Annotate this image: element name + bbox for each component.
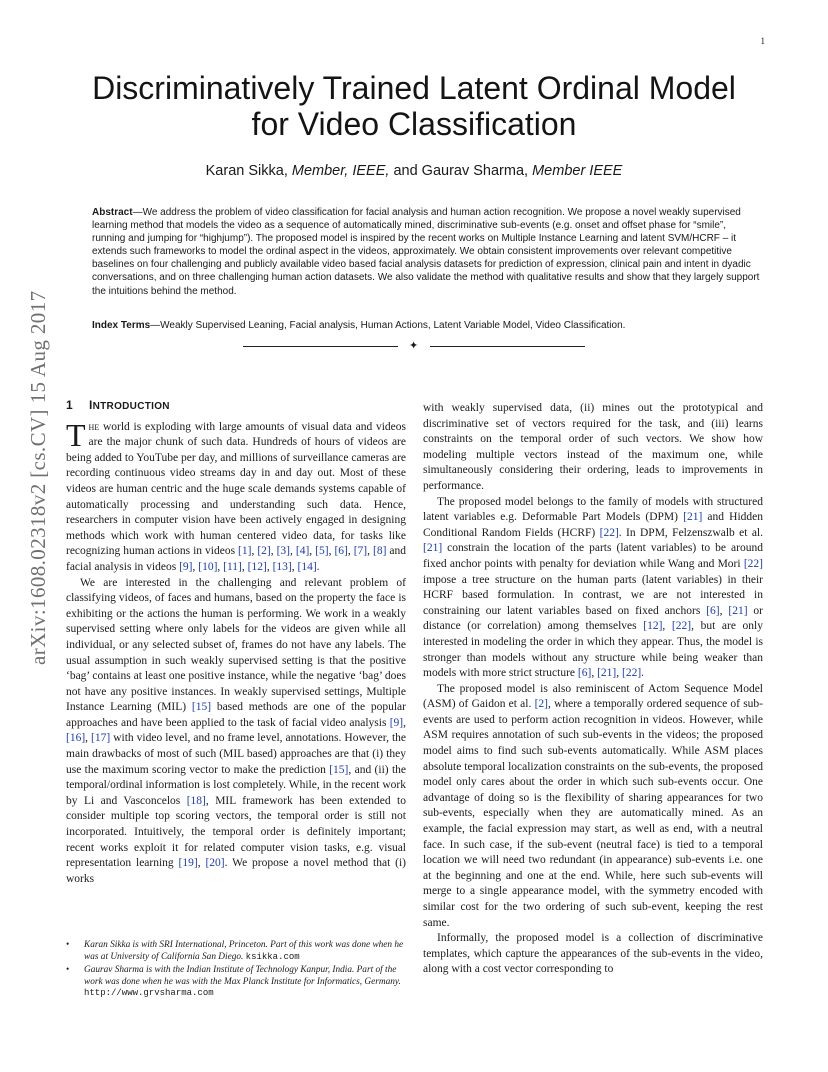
author-list	[60, 163, 768, 179]
text-run: , and (ii) the temporal/ordinal information is lost completely. While, in the recent work by Li and Vasconcelos	[66, 763, 406, 807]
paragraph	[423, 401, 763, 495]
paragraph	[423, 931, 763, 978]
citation-link[interactable]: [19]	[178, 857, 198, 870]
title-line-2: for Video Classification	[251, 106, 577, 142]
citation-link[interactable]: [3]	[276, 545, 291, 558]
divider-line-left	[243, 346, 398, 347]
citation-link[interactable]: [22]	[622, 667, 642, 680]
paragraph: We are interested in the challenging and relevant problem of classifying videos, of faces and humans, based on the property the face is exhibiting or the actions the human is performing. We work in a weakly supervised setting where only labels for the videos are given while all individual, or any selected subset of, frames do not have any labels. The usual assumption in such weakly supervised setting is that the positive ‘bag’ contains at least one positive instance, while the negative ‘bag’ does not have any positive instances. In weakly supervised settings, Multiple Instance Learning (MIL) [15] based methods are one of the popular approaches and have been applied to the task of facial video analysis [9], [16], [17] with video level, and no frame level, annotations. However, the main drawbacks of most of such (MIL based) approaches are that (i) they use the maximum scoring vector to make the prediction [15], and (ii) the temporal/ordinal information is lost completely. While, in the recent work by Li and Vasconcelos [18], MIL framework has been extended to consider multiple top scoring vectors, the temporal order is still not incorporated. Intuitively, the temporal order is definitely important; recent works exploit it for related computer vision tasks, e.g. visual representation learning [19], [20]. We propose a novel method that (i) works	[66, 576, 406, 885]
section-title-rest: NTRODUCTION	[92, 401, 170, 412]
text-run: with video level, and no frame level, annotations. However, the main drawbacks of most of such (MIL based) approaches are that (i) they use the maximum scoring vector to make the prediction	[66, 732, 406, 776]
text-run: The proposed model is also reminiscent of Actom Sequence Model (ASM) of Gaidon et al.	[423, 682, 763, 711]
citation-link[interactable]: [10]	[198, 560, 218, 573]
citation-link[interactable]: [12]	[643, 620, 663, 633]
section-divider	[243, 340, 585, 352]
citation-link[interactable]: [6]	[706, 604, 720, 617]
text-run: . We propose a novel method that (i) works	[66, 857, 406, 885]
abstract	[92, 206, 762, 298]
right-column	[423, 401, 763, 978]
footnote-text: Karan Sikka is with SRI International, Princeton. Part of this work was done when he was at University of California San Diego.	[84, 940, 404, 962]
footnote	[66, 965, 406, 1000]
citation-link[interactable]: [22]	[671, 620, 692, 633]
footnote-url-link[interactable]: http://www.grvsharma.com	[84, 988, 214, 999]
text-run: . In DPM, Felzenszwalb et al.	[618, 526, 763, 539]
index-terms-text: —Weakly Supervised Leaning, Facial analysis, Human Actions, Latent Variable Model, Video Classification.	[150, 320, 626, 331]
footnotes	[66, 940, 406, 1002]
section-title-initial: I	[88, 398, 93, 412]
text-run: , MIL framework has been extended to consider multiple top scoring vectors, the temporal order is still not incorporated. Intuitively, the temporal order is definitely important; recent works exploit it for related computer vision tasks, e.g. visual representation learning	[66, 794, 406, 870]
citation-link[interactable]: [21]	[423, 542, 443, 555]
citation-link[interactable]: [2]	[257, 545, 271, 558]
author-role: Member, IEEE,	[291, 163, 390, 179]
page-number: 1	[760, 36, 765, 46]
footnote-text: Gaurav Sharma is with the Indian Institute of Technology Kanpur, India. Part of the work was done when he was with the Max Planck Institute for Informatics, Germany.	[84, 965, 401, 987]
text-run: or distance (or correlation) among themselves	[423, 604, 764, 633]
abstract-text: —We address the problem of video classification for facial analysis and human action recognition. We propose a novel weakly supervised learning method that models the video as a sequence of automatically mined, discriminative sub-events (e.g. onset and offset phase for “smile”, running and jumping for “highjump”). The proposed model is inspired by the recent works on Multiple Instance Learning and latent SVM/HCRF – it extends such frameworks to model the ordinal aspect in the videos, approximately. We obtain consistent improvements over relevant competitive baselines on four challenging and publicly available video based facial analysis datasets for prediction of expression, clinical pain and intent in dyadic conversations, and on three challenging human action datasets. We also validate the method with qualitative results and show that they largely support the intuitions behind the method.	[92, 207, 760, 297]
citation-link[interactable]: [7]	[353, 545, 368, 558]
text-run: .	[641, 667, 645, 680]
citation-link[interactable]: [6]	[577, 667, 592, 680]
citation-link[interactable]: [6]	[334, 545, 348, 558]
author-name: Karan Sikka,	[205, 163, 288, 179]
text-run: world is exploding with large amounts of visual data and videos are the major chunk of such data. Hundreds of hours of videos are being added to YouTube per day, and millions of surveillance cameras are recording continuous video streams day in and day out. Most of these videos are human centric and the huge scale demands systems capable of automatically processing and understanding such data. Hence, researchers in computer vision have been actively engaged in designing methods which work with human centered video data, for tasks like recognizing human actions in videos	[66, 420, 406, 558]
text-run: , where a temporally ordered sequence of sub-events are used to perform action recognition in videos. However, while ASM requires annotation of such sub-events in the videos; the proposed model aims to find such sub-events automatically. While ASM places absolute temporal localization constraints on the sub-events, the proposed model only cares about the order in which such sub-events occur. One advantage of doing so is the flexibility of sharing appearances for two sub-events, especially when they are automatically mined. As an example, the facial expression may start, as well as end, with a neutral face. In such case, if the sub-event (neutral face) is tied to a temporal location we will need two redundant (in appearance) sub-events i.e. one at the beginning and one at the end. While, here such sub-events will merge to a single appearance model, with the symmetry encoded with similar cost for the two ordering of such sub-event, keeping the rest same.	[423, 698, 763, 929]
text-run: impose a tree structure on the human parts (latent variables) in their HCRF based formulation. In contrast, we are not interested in constraining our latent variables based on fixed anchors	[423, 573, 763, 617]
citation-link[interactable]: [12]	[247, 560, 267, 573]
text-run: Informally, the proposed model is a collection of discriminative templates, which capture the appearances of the sub-events in the video, along with a cost vector corresponding to	[423, 932, 763, 976]
abstract-label: Abstract	[92, 207, 133, 218]
text-run: The proposed model belongs to the family of models with structured latent variables e.g. Deformable Part Models (DPM)	[423, 495, 763, 524]
citation-link[interactable]: [8]	[373, 545, 387, 558]
text-run: constrain the location of the parts (latent variables) to be around fixed anchor points with penalty for deviation while Wang and Mori	[423, 542, 763, 570]
section-heading	[66, 398, 406, 415]
author-role: Member IEEE	[532, 163, 623, 179]
citation-link[interactable]: [11]	[223, 560, 242, 573]
citation-link[interactable]: [2]	[534, 698, 548, 711]
title-line-1: Discriminatively Trained Latent Ordinal Model	[92, 70, 736, 106]
citation-link[interactable]: [13]	[272, 560, 292, 573]
divider-diamond-icon: ✦	[409, 340, 419, 352]
section-number: 1	[66, 398, 73, 412]
text-run: and Hidden Conditional Random Fields (HCRF)	[423, 511, 764, 539]
citation-link[interactable]: [16]	[66, 732, 86, 745]
drop-cap: T	[66, 416, 86, 453]
citation-link[interactable]: [1]	[238, 545, 252, 558]
citation-link[interactable]: [21]	[728, 604, 748, 617]
citation-link[interactable]: [15]	[191, 701, 212, 714]
author-name: Gaurav Sharma,	[421, 163, 529, 179]
citation-link[interactable]: [22]	[599, 526, 619, 539]
left-column	[66, 398, 406, 887]
text-run: with weakly supervised data, (ii) mines out the prototypical and discriminative set of vectors required for the task, and (iii) learns constraints on the temporal order of such vectors. We show how modeling multiple vectors instead of the maximum one, while simultaneously considering their ordering, leads to improvements in performance.	[423, 402, 763, 492]
citation-link[interactable]: [20]	[205, 857, 225, 870]
citation-link[interactable]: [21]	[683, 511, 703, 524]
citation-link[interactable]: [15]	[329, 763, 349, 776]
text-run: based methods are one of the popular approaches and have been applied to the task of facial video analysis	[66, 701, 406, 729]
citation-link[interactable]: [14]	[297, 560, 317, 573]
index-terms	[92, 319, 762, 332]
footnote	[66, 940, 406, 963]
citation-link[interactable]: [17]	[91, 732, 111, 745]
divider-line-right	[430, 346, 585, 347]
arxiv-identifier[interactable]: arXiv:1608.02318v2 [cs.CV] 15 Aug 2017	[26, 290, 50, 666]
citation-link[interactable]: [5]	[315, 545, 329, 558]
text-run: and facial analysis in videos	[66, 545, 407, 573]
smallcaps-word: he	[88, 420, 100, 433]
citation-link[interactable]: [4]	[295, 545, 310, 558]
citation-link[interactable]: [18]	[186, 794, 206, 807]
citation-link[interactable]: [21]	[597, 667, 617, 680]
citation-link[interactable]: [9]	[389, 716, 404, 729]
text-run: We are interested in the challenging and relevant problem of classifying videos, of faces and humans, based on the property the face is exhibiting or the actions the human is performing. We work in a weakly supervised setting where only labels for the videos are given while all individual, or any selected subset of, frames do not have any labels. The usual assumption in such weakly supervised setting is that the positive ‘bag’ contains at least one positive instance, while the negative ‘bag’ does not have any positive instances. In weakly supervised settings, Multiple Instance Learning (MIL)	[66, 576, 406, 714]
paragraph: The proposed model belongs to the family of models with structured latent variables e.g. Deformable Part Models (DPM) [21] and Hidden Conditional Random Fields (HCRF) [22]. In DPM, Felzenszwalb et al. [21] constrain the location of the parts (latent variables) to be around fixed anchor points with penalty for deviation while Wang and Mori [22] impose a tree structure on the human parts (latent variables) in their HCRF based formulation. In contrast, we are not interested in constraining our latent variables based on fixed anchors [6], [21] or distance (or correlation) among themselves [12], [22], but are only interested in modeling the order in which they appear. Thus, the model is stronger than models without any structure while being weaker than models with more strict structure [6], [21], [22].	[423, 495, 764, 680]
citation-link[interactable]: [22]	[743, 557, 763, 570]
paragraph: The world is exploding with large amounts of visual data and videos are the major chunk of such data. Hundreds of hours of videos are being added to YouTube per day, and millions of surveillance cameras are recording continuous video streams day in and day out. Most of these videos are human centric and the huge scale demands systems capable of automatically processing and understanding such data. Hence, researchers in computer vision have been actively engaged in designing methods which work with human centered video data, for tasks like recognizing human actions in videos [1], [2], [3], [4], [5], [6], [7], [8] and facial analysis in videos [9], [10], [11], [12], [13], [14].	[66, 416, 407, 573]
paper-title	[60, 70, 768, 142]
footnote-email-link[interactable]: ksikka.com	[245, 951, 300, 962]
author-conjunction: and	[393, 163, 418, 179]
citation-link[interactable]: [9]	[179, 560, 193, 573]
paragraph	[423, 682, 763, 932]
index-terms-label: Index Terms	[92, 320, 151, 331]
text-run: , but are only interested in modeling the order in which they appear. Thus, the model is stronger than models without any structure while being weaker than models with more strict structure	[423, 620, 763, 680]
